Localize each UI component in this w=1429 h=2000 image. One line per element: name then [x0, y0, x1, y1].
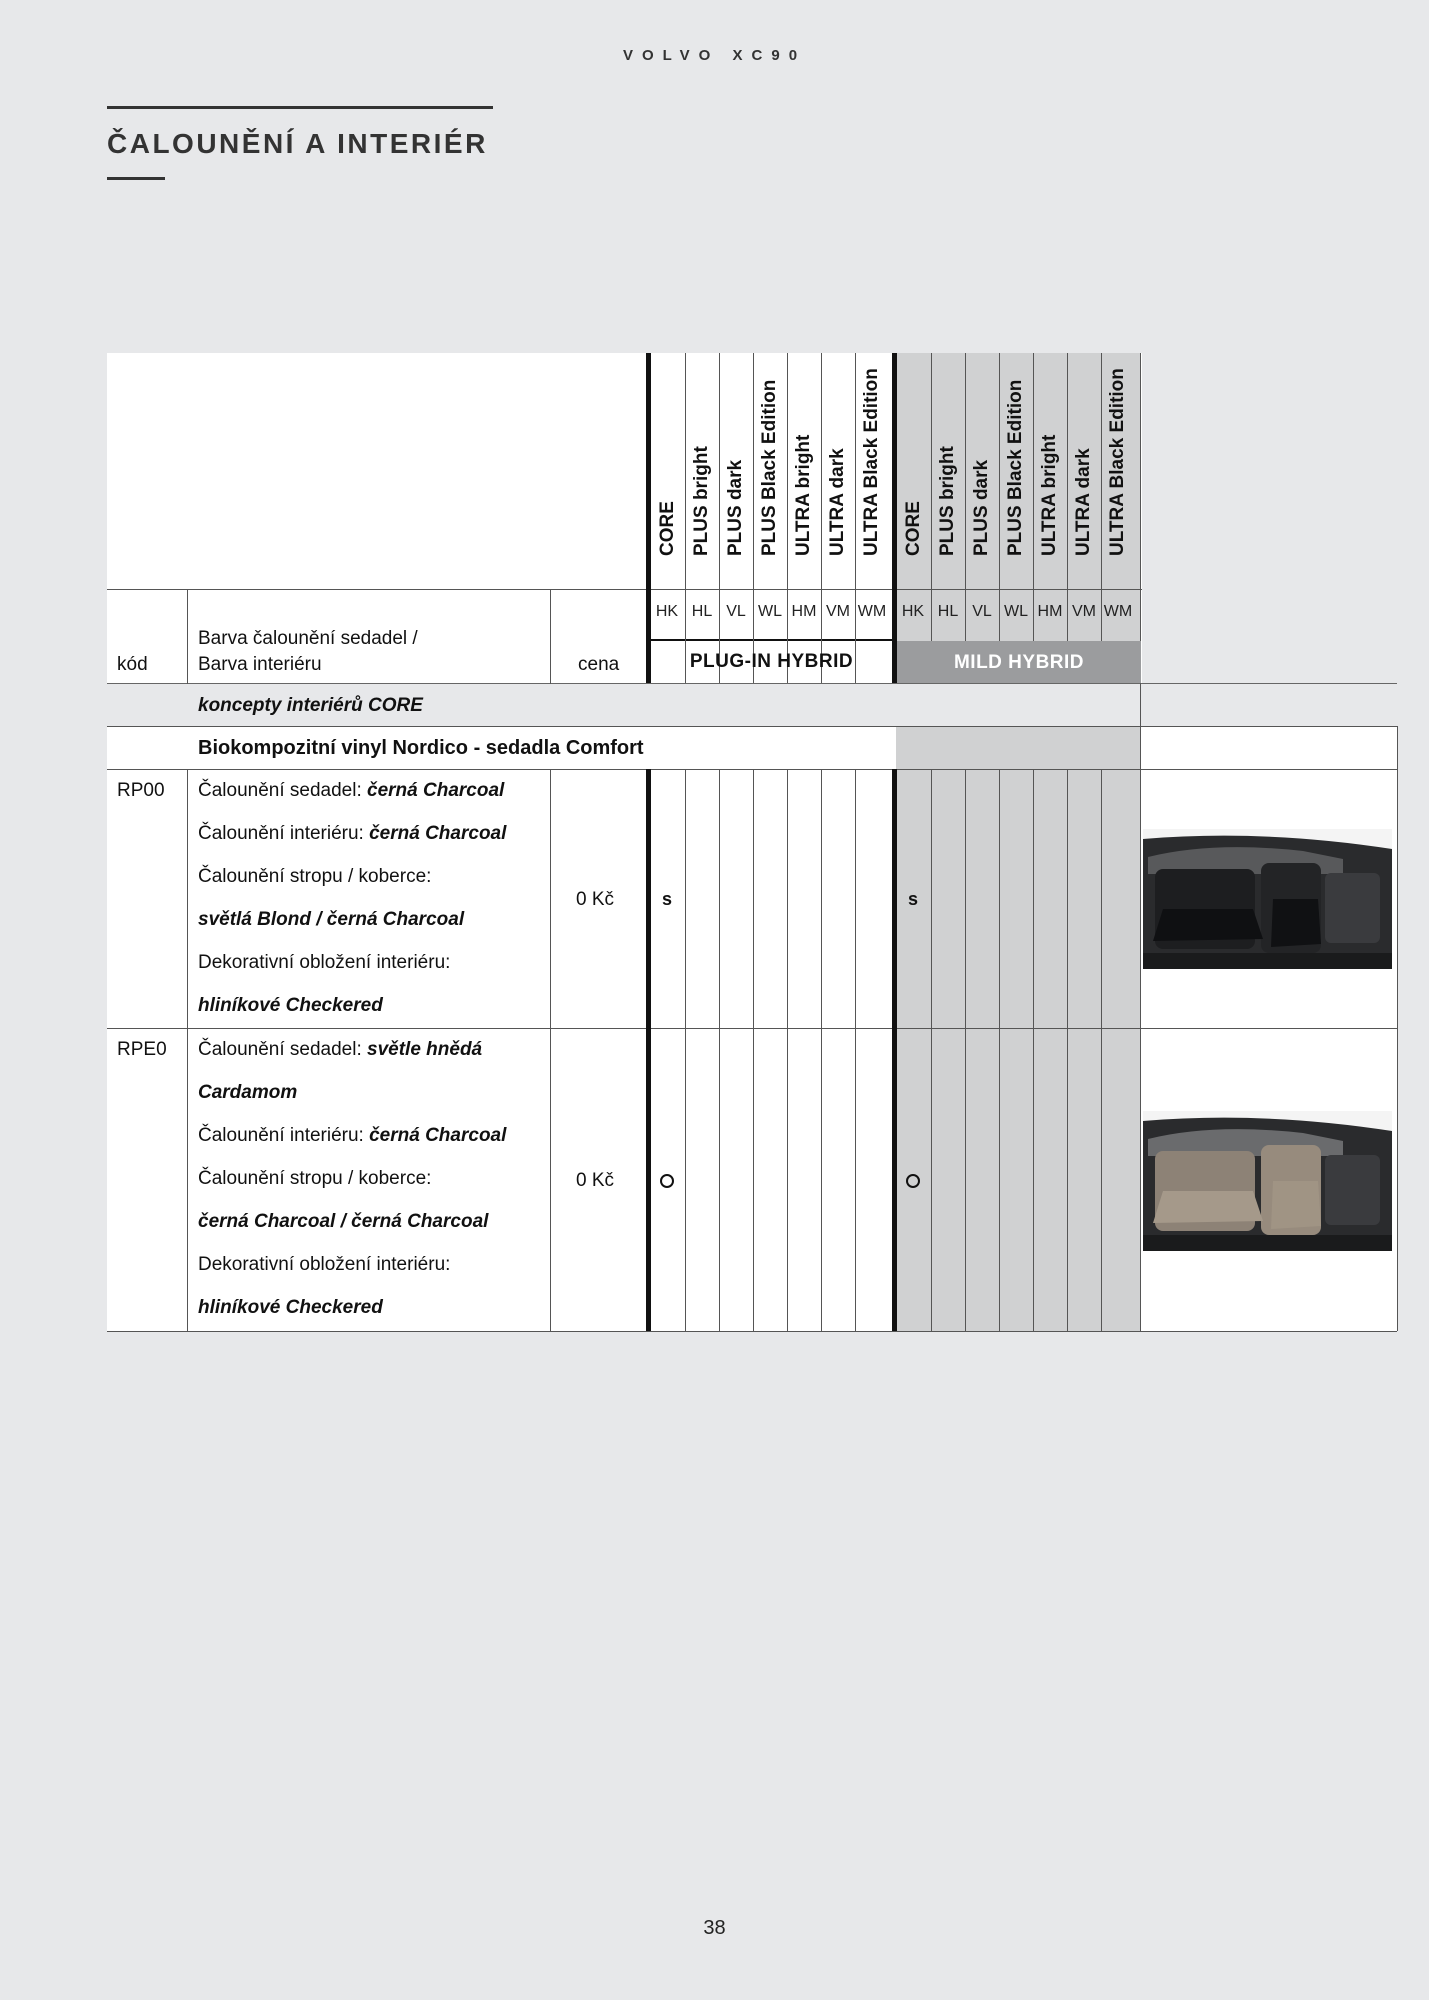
trim-code: VM [826, 603, 850, 620]
col-header: ULTRA Black Edition [1107, 368, 1128, 556]
page-number: 38 [703, 1917, 726, 1939]
table-line [1101, 769, 1102, 1331]
title-underline [107, 177, 165, 180]
col-header: PLUS bright [691, 446, 712, 556]
row-price: 0 Kč [576, 1170, 615, 1191]
row-price: 0 Kč [576, 889, 615, 910]
col-header: ULTRA bright [793, 434, 814, 556]
row-code: RP00 [117, 780, 165, 801]
col-header: ULTRA dark [827, 448, 848, 556]
col-header: CORE [657, 501, 678, 556]
table-line [855, 769, 856, 1331]
brand-header: VOLVO XC90 [622, 47, 807, 64]
trim-code: WM [857, 603, 887, 620]
table-line [187, 589, 188, 684]
table-line [931, 769, 932, 1331]
col-header: PLUS Black Edition [759, 379, 780, 556]
row-line: hliníkové Checkered [198, 1297, 383, 1318]
trim-code: HK [655, 603, 679, 620]
trim-code: VM [1072, 603, 1096, 620]
table-line [787, 769, 788, 1331]
table-line [1067, 769, 1068, 1331]
trim-code: VL [726, 603, 746, 620]
section-title: koncepty interiérů CORE [198, 695, 423, 716]
col-header: PLUS Black Edition [1005, 379, 1026, 556]
table-line [107, 683, 1397, 684]
title-rule [107, 106, 493, 109]
row-line: černá Charcoal / černá Charcoal [198, 1211, 489, 1232]
col-header: ULTRA bright [1039, 434, 1060, 556]
col-header: PLUS dark [971, 459, 992, 556]
kod-header: kód [117, 654, 148, 675]
barva-header-line1: Barva čalounění sedadel / [198, 628, 418, 649]
table-line [107, 1028, 1397, 1029]
row-code: RPE0 [117, 1039, 167, 1060]
trim-code: HK [901, 603, 925, 620]
col-header: CORE [903, 501, 924, 556]
row-line: Cardamom [198, 1082, 298, 1103]
row-line: Čalounění sedadel: černá Charcoal [198, 780, 505, 801]
trim-code: WL [758, 603, 782, 620]
table-line [107, 726, 1397, 727]
col-header: ULTRA dark [1073, 448, 1094, 556]
col-header: PLUS dark [725, 459, 746, 556]
trim-code: WL [1004, 603, 1028, 620]
table-line [965, 769, 966, 1331]
interior-photo-black [1143, 829, 1392, 969]
table-line [1397, 726, 1398, 1331]
row-line: Dekorativní obložení interiéru: [198, 952, 451, 973]
trim-code: WM [1103, 603, 1133, 620]
table-line [685, 769, 686, 1331]
table-line [753, 769, 754, 1331]
interior-photo-cardamom [1143, 1111, 1392, 1251]
trim-code: VL [972, 603, 992, 620]
row-line: Čalounění interiéru: černá Charcoal [198, 1125, 507, 1146]
mild-hybrid-divider [892, 769, 897, 1331]
row-line: Čalounění interiéru: černá Charcoal [198, 823, 507, 844]
table-line [107, 769, 1397, 770]
table-line [550, 769, 551, 1331]
barva-header-line2: Barva interiéru [198, 654, 322, 675]
table-line [821, 769, 822, 1331]
trim-code: HL [937, 603, 959, 620]
row-line: Dekorativní obložení interiéru: [198, 1254, 451, 1275]
row-line: Čalounění stropu / koberce: [198, 866, 432, 887]
table-line [550, 589, 551, 684]
table-line [1140, 353, 1141, 1331]
trim-code: HL [691, 603, 713, 620]
table-line [1033, 769, 1034, 1331]
trim-code: HM [791, 603, 817, 620]
trim-code: HM [1037, 603, 1063, 620]
row-line: Čalounění sedadel: světle hnědá [198, 1039, 483, 1060]
table-line [107, 1331, 1397, 1332]
option-mark [906, 1174, 920, 1188]
table-line [107, 589, 1142, 590]
page-title: ČALOUNĚNÍ A INTERIÉR [107, 128, 488, 159]
plugin-hybrid-divider [646, 769, 651, 1331]
table-line [719, 769, 720, 1331]
subsection-title: Biokompozitní vinyl Nordico - sedadla Comfort [198, 737, 644, 759]
plugin-hybrid-label: PLUG-IN HYBRID [689, 651, 854, 672]
col-header: ULTRA Black Edition [861, 368, 882, 556]
col-header: PLUS bright [937, 446, 958, 556]
table-line [187, 769, 188, 1331]
cena-header: cena [578, 654, 620, 675]
option-mark [660, 1174, 674, 1188]
row-line: světlá Blond / černá Charcoal [198, 909, 465, 930]
standard-mark: s [908, 889, 919, 909]
standard-mark: s [662, 889, 673, 909]
mild-hybrid-label: MILD HYBRID [897, 641, 1141, 683]
table-line [999, 769, 1000, 1331]
row-line: hliníkové Checkered [198, 995, 383, 1016]
row-line: Čalounění stropu / koberce: [198, 1168, 432, 1189]
